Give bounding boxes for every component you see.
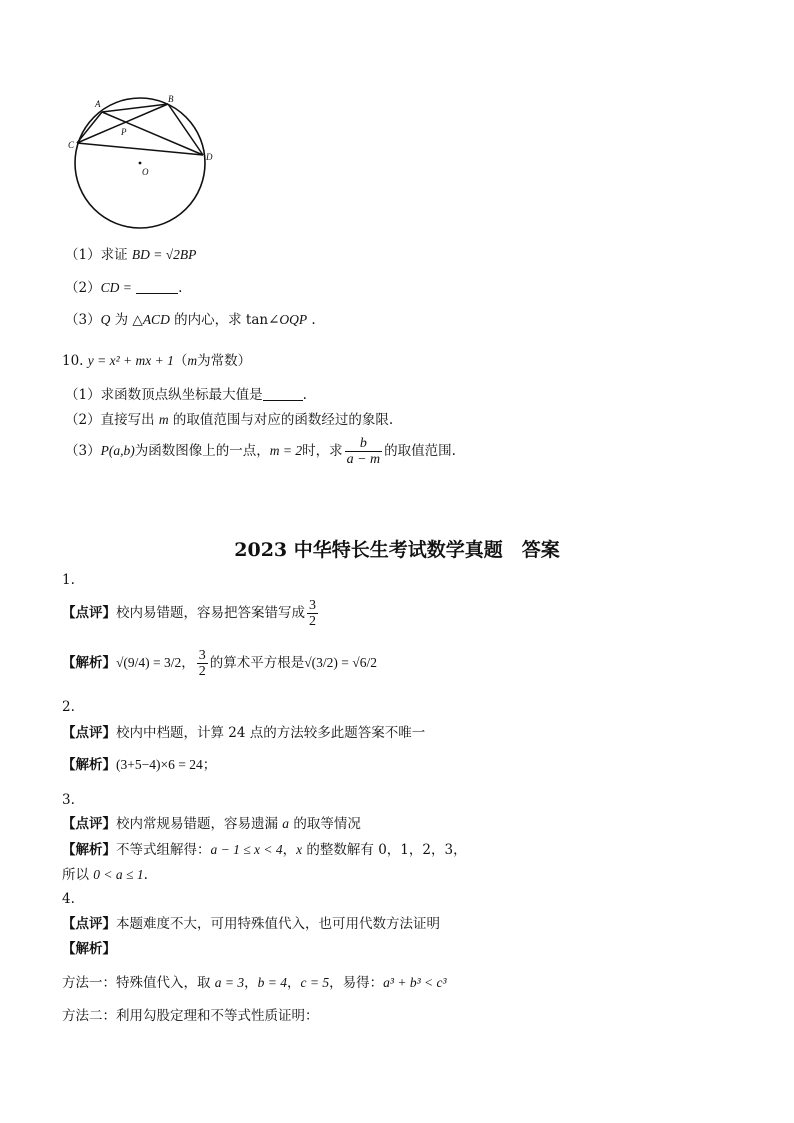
a3-comment-post: 的取等情况 <box>289 816 361 832</box>
a3-conclusion-math: 0 < a ≤ 1 <box>93 867 144 882</box>
analysis-label: 【解析】 <box>62 941 116 957</box>
a4-m1-c: c = 5 <box>300 975 330 990</box>
fraction-denominator: 2 <box>198 664 206 679</box>
analysis-label: 【解析】 <box>62 842 116 858</box>
label-p: P <box>121 127 127 137</box>
a1-number: 1. <box>62 572 75 588</box>
a3-x: x <box>296 842 303 857</box>
segment-cd <box>77 143 203 155</box>
q9-part-3 <box>65 311 316 329</box>
q9-p2-end: . <box>178 280 183 296</box>
comment-label: 【点评】 <box>62 725 116 741</box>
a4-comment <box>62 915 440 933</box>
q10-p2-m: m <box>158 412 169 427</box>
a4-m1-mid: ，易得： <box>329 975 384 991</box>
a1-sep: ， <box>181 655 195 671</box>
a3-comment <box>62 815 361 833</box>
q10-note-open: （ <box>173 353 188 369</box>
q10-p3-mid2: 时，求 <box>302 443 343 459</box>
q10-part-1 <box>65 386 307 404</box>
q10-p3-fraction <box>345 436 383 467</box>
q10-p2-text: 的取值范围与对应的函数经过的象限. <box>168 412 394 428</box>
q9-p1-math: BD = √2BP <box>131 247 197 262</box>
q10-part-3 <box>65 436 456 467</box>
fraction-numerator: b <box>359 436 367 451</box>
q10-p3-point: P(a,b) <box>100 443 135 458</box>
q9-p3-acd: ACD <box>142 312 170 327</box>
a4-m1-b: b = 4 <box>257 975 288 990</box>
a2-comment <box>62 724 425 742</box>
q10-function: y = x² + mx + 1 <box>87 353 174 368</box>
q10-p3-text: 的取值范围. <box>384 443 456 459</box>
a2-end: ； <box>202 757 217 773</box>
answers-title: 2023 中华特长生考试数学真题 答案 <box>234 539 560 561</box>
a2-equation: (3+5−4)×6 = 24 <box>116 757 203 772</box>
a3-analysis-post: 的整数解有 0，1，2，3， <box>302 842 467 858</box>
a3-conclusion-pre: 所以 <box>62 867 94 883</box>
a3-inequality: a − 1 ≤ x < 4 <box>210 842 283 857</box>
q9-p3-mid: 为 △ <box>110 312 143 328</box>
a4-m1-inequality: a³ + b³ < c³ <box>383 975 447 990</box>
q10-p2-prefix: （2）直接写出 <box>65 412 159 428</box>
label-b: B <box>168 94 174 104</box>
q9-p3-prefix: （3） <box>65 312 101 328</box>
a1-sqrt-9-4: √(9/4) = 3/2 <box>116 655 182 670</box>
comment-label: 【点评】 <box>62 916 116 932</box>
a4-method-2 <box>62 1007 319 1025</box>
q10-p3-prefix: （3） <box>65 443 101 459</box>
analysis-label: 【解析】 <box>62 655 116 671</box>
a4-comment-text: 本题难度不大，可用特殊值代入，也可用代数方法证明 <box>116 916 440 932</box>
a3-comment-a: a <box>282 816 290 831</box>
q10-p1-text: （1）求函数顶点纵坐标最大值是 <box>65 387 263 403</box>
a3-analysis-mid: ， <box>282 842 297 858</box>
fraction-denominator: 2 <box>309 614 316 629</box>
q9-p3-q: Q <box>100 312 111 327</box>
comment-label: 【点评】 <box>62 816 116 832</box>
circle-figure <box>60 90 220 230</box>
a1-sqrt-result: √(3/2) = √6/2 <box>304 655 377 670</box>
center-dot <box>139 162 142 165</box>
q10-number: 10. <box>62 353 88 369</box>
q10-p3-m2: m = 2 <box>269 443 303 458</box>
a3-conclusion <box>62 866 148 884</box>
a4-m1-pre: 方法一：特殊值代入，取 <box>62 975 215 991</box>
q10-part-2 <box>65 411 393 429</box>
a1-analysis <box>62 648 377 679</box>
q9-part-2 <box>65 279 182 297</box>
fraction-numerator: 3 <box>198 648 206 663</box>
a1-comment <box>62 598 320 629</box>
a3-analysis-pre: 不等式组解得： <box>116 842 211 858</box>
a3-conclusion-end: . <box>143 867 148 883</box>
fraction-numerator: 3 <box>309 598 316 613</box>
label-a: A <box>95 99 101 109</box>
q9-p1-prefix: （1）求证 <box>65 247 132 263</box>
answer-blank[interactable] <box>263 400 303 401</box>
a1-comment-text: 校内易错题，容易把答案错写成 <box>116 605 305 621</box>
a4-m2-text: 方法二：利用勾股定理和不等式性质证明： <box>62 1008 319 1024</box>
a1-analysis-text: 的算术平方根是 <box>209 655 305 671</box>
a4-number: 4. <box>62 891 75 907</box>
fraction-denominator: a − m <box>346 452 381 467</box>
a3-comment-pre: 校内常规易错题，容易遗漏 <box>116 816 283 832</box>
a4-sep: ， <box>287 975 301 991</box>
q10-p1-end: . <box>302 387 307 403</box>
answer-blank[interactable] <box>136 293 178 294</box>
label-d: D <box>206 152 213 162</box>
q9-p3-end: . <box>307 312 316 328</box>
a4-sep: ， <box>244 975 258 991</box>
q9-p3-oqp: OQP <box>279 312 308 327</box>
q9-p2-math: CD = <box>100 280 132 295</box>
a3-analysis <box>62 841 467 859</box>
q10-note: 为常数） <box>197 353 252 369</box>
a4-m1-a: a = 3 <box>214 975 245 990</box>
analysis-label: 【解析】 <box>62 757 116 773</box>
q9-part-1 <box>65 246 196 264</box>
a4-method-1 <box>62 974 447 992</box>
label-c: C <box>68 140 75 150</box>
q10-m: m <box>187 353 198 368</box>
a1-comment-fraction <box>307 598 318 629</box>
q10-p3-mid: 为函数图像上的一点， <box>134 443 270 459</box>
q9-p3-mid2: 的内心，求 tan∠ <box>169 312 280 328</box>
a1-analysis-fraction <box>197 648 208 679</box>
label-o: O <box>142 167 149 177</box>
a2-analysis <box>62 756 216 774</box>
a4-analysis-label <box>62 940 116 958</box>
a2-number: 2. <box>62 699 75 715</box>
comment-label: 【点评】 <box>62 605 116 621</box>
a2-comment-text: 校内中档题，计算 24 点的方法较多此题答案不唯一 <box>116 725 426 741</box>
q10-stem <box>62 352 251 370</box>
q9-p2-prefix: （2） <box>65 280 101 296</box>
a3-number: 3. <box>62 792 75 808</box>
